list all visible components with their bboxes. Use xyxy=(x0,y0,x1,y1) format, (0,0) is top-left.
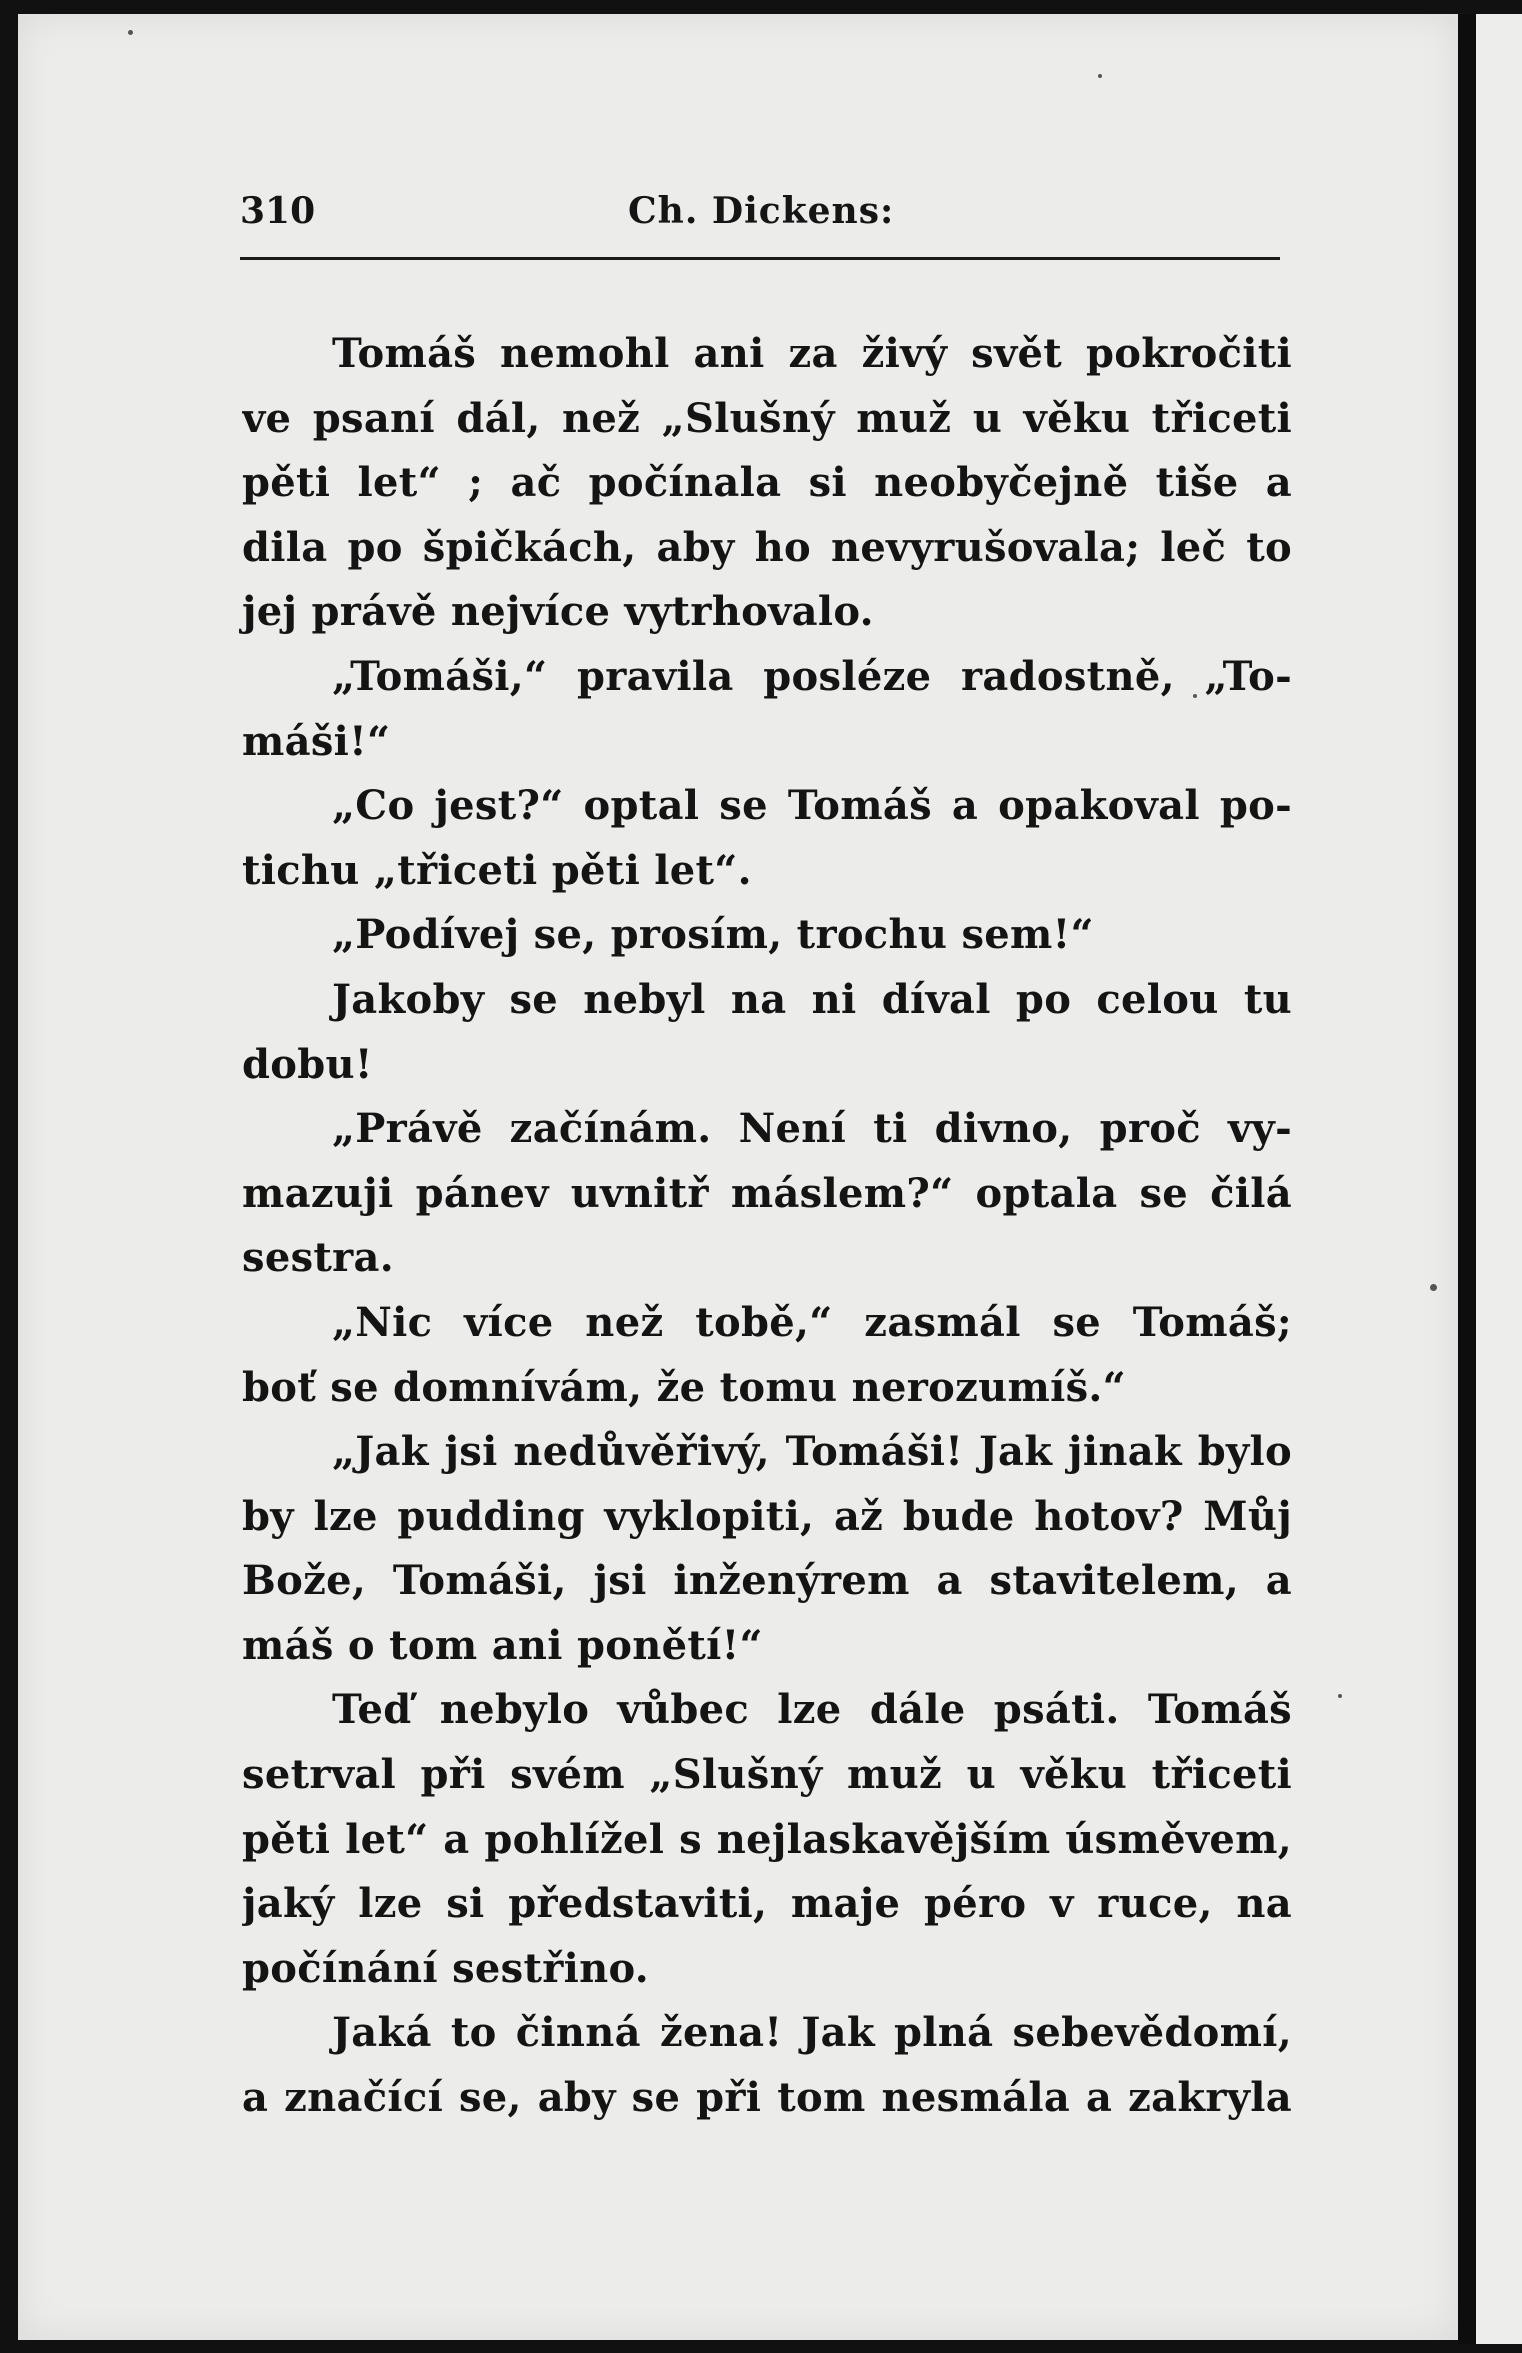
text-line: pěti let“ ; ač počínala si neobyčejně tiše a xyxy=(242,459,1292,507)
text-line: Jakoby se nebyl na ni díval po celou tu xyxy=(332,975,1292,1023)
text-line: mazuji pánev uvnitř máslem?“ optala se čilá xyxy=(242,1169,1292,1217)
text-line: jej právě nejvíce vytrhovalo. xyxy=(242,588,874,636)
adjacent-page-edge xyxy=(1458,14,1522,2344)
text-line: Tomáš nemohl ani za živý svět pokročiti xyxy=(332,330,1292,377)
text-line: „Tomáši,“ pravila posléze radostně, „To- xyxy=(332,652,1292,700)
text-line: „Jak jsi nedůvěřivý, Tomáši! Jak jinak bylo xyxy=(332,1428,1292,1476)
text-line: boť se domnívám, že tomu nerozumíš.“ xyxy=(242,1363,1126,1411)
page-header xyxy=(240,190,1280,250)
text-line: jaký lze si představiti, maje péro v ruce, na xyxy=(242,1880,1292,1928)
text-line: „Právě začínám. Není ti divno, proč vy- xyxy=(332,1105,1292,1153)
text-line: Bože, Tomáši, jsi inženýrem a stavitelem, a xyxy=(242,1557,1292,1605)
text-line: počínání sestřino. xyxy=(242,1944,650,1992)
text-line: „Nic více než tobě,“ zasmál se Tomáš; xyxy=(332,1298,1292,1346)
text-line: Teď nebylo vůbec lze dále psáti. Tomáš xyxy=(332,1686,1292,1734)
text-line: a značící se, aby se při tom nesmála a zakryla xyxy=(242,2074,1292,2122)
paper-speck xyxy=(128,30,133,35)
text-line: Jaká to činná žena! Jak plná sebevědomí, xyxy=(332,2009,1292,2057)
text-line: sestra. xyxy=(242,1234,394,1282)
text-line: dila po špičkách, aby ho nevyrušovala; leč to xyxy=(242,523,1292,571)
paper-speck xyxy=(1338,1694,1342,1698)
adjacent-page-paper xyxy=(1476,14,1522,2344)
text-line: setrval při svém „Slušný muž u věku třiceti xyxy=(242,1751,1292,1799)
text-line: „Co jest?“ optal se Tomáš a opakoval po- xyxy=(332,782,1292,830)
text-line: máš o tom ani ponětí!“ xyxy=(242,1621,763,1669)
text-line: dobu! xyxy=(242,1040,373,1088)
paper-speck xyxy=(1098,74,1102,78)
page-number: 310 xyxy=(240,190,316,232)
text-line: máši!“ xyxy=(242,717,391,765)
text-line: tichu „třiceti pěti let“. xyxy=(242,846,752,894)
text-line: by lze pudding vyklopiti, až bude hotov? Můj xyxy=(242,1492,1292,1540)
body-text xyxy=(242,322,1292,2131)
running-head: Ch. Dickens: xyxy=(628,190,895,232)
text-line: ve psaní dál, než „Slušný muž u věku třiceti xyxy=(242,394,1292,442)
header-rule xyxy=(240,257,1280,260)
text-line: „Podívej se, prosím, trochu sem!“ xyxy=(332,911,1094,959)
paper-speck xyxy=(1430,1284,1437,1291)
text-line: pěti let“ a pohlížel s nejlaskavějším úsměvem, xyxy=(242,1815,1292,1863)
